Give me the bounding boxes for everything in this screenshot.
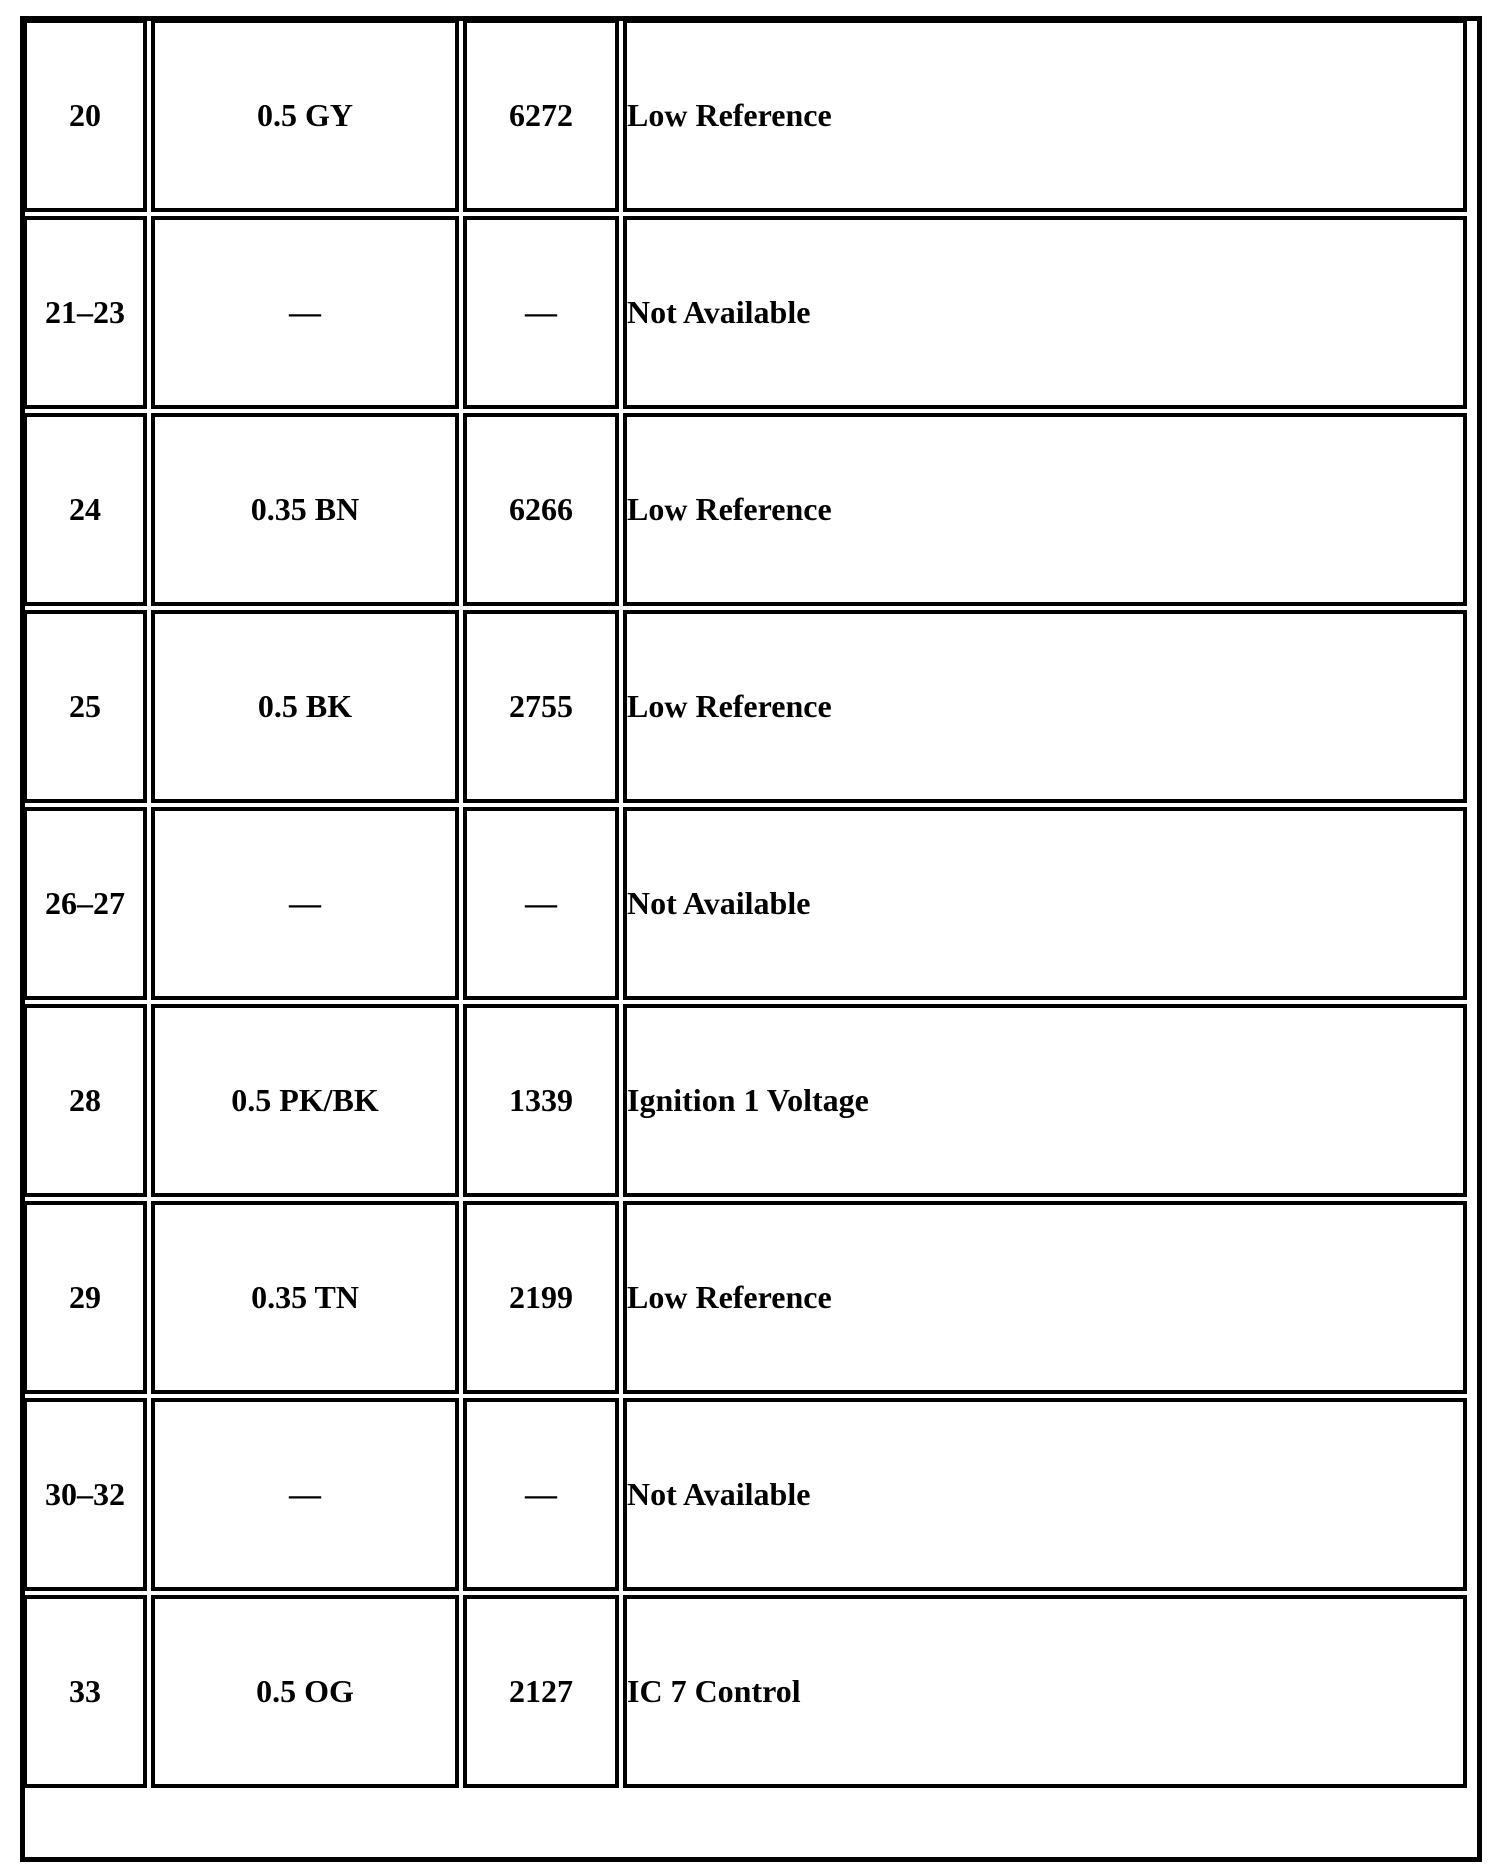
circuit-cell: —: [464, 1399, 618, 1590]
table-row: [24, 1399, 1466, 1590]
wire-size-color-cell: 0.5 GY: [152, 20, 458, 211]
wire-size-color-cell: 0.5 PK/BK: [152, 1005, 458, 1196]
circuit-cell: 1339: [464, 1005, 618, 1196]
wire-size-color-cell: —: [152, 217, 458, 408]
wire-size-color-cell: —: [152, 1399, 458, 1590]
pin-cell: 30–32: [24, 1399, 146, 1590]
circuit-cell: 6272: [464, 20, 618, 211]
function-cell: IC 7 Control: [624, 1596, 1466, 1787]
table-row: [24, 611, 1466, 802]
pin-cell: 25: [24, 611, 146, 802]
pin-cell: 28: [24, 1005, 146, 1196]
circuit-cell: 6266: [464, 414, 618, 605]
wire-size-color-cell: 0.35 BN: [152, 414, 458, 605]
wire-size-color-cell: 0.5 OG: [152, 1596, 458, 1787]
wire-size-color-cell: —: [152, 808, 458, 999]
function-cell: Low Reference: [624, 414, 1466, 605]
pin-cell: 33: [24, 1596, 146, 1787]
table-row: [24, 1005, 1466, 1196]
pin-cell: 29: [24, 1202, 146, 1393]
pin-cell: 21–23: [24, 217, 146, 408]
circuit-cell: 2127: [464, 1596, 618, 1787]
table-row: [24, 217, 1466, 408]
function-cell: Not Available: [624, 808, 1466, 999]
function-cell: Low Reference: [624, 611, 1466, 802]
pin-cell: 26–27: [24, 808, 146, 999]
table-row: [24, 20, 1466, 211]
pin-cell: 20: [24, 20, 146, 211]
pin-cell: 24: [24, 414, 146, 605]
function-cell: Low Reference: [624, 1202, 1466, 1393]
circuit-cell: —: [464, 808, 618, 999]
connector-pinout-table: [18, 14, 1472, 1793]
wire-size-color-cell: 0.5 BK: [152, 611, 458, 802]
function-cell: Not Available: [624, 1399, 1466, 1590]
table-row: [24, 1596, 1466, 1787]
table-row: [24, 414, 1466, 605]
circuit-cell: —: [464, 217, 618, 408]
table-row: [24, 1202, 1466, 1393]
circuit-cell: 2755: [464, 611, 618, 802]
wire-size-color-cell: 0.35 TN: [152, 1202, 458, 1393]
function-cell: Low Reference: [624, 20, 1466, 211]
circuit-cell: 2199: [464, 1202, 618, 1393]
table-row: [24, 808, 1466, 999]
function-cell: Not Available: [624, 217, 1466, 408]
function-cell: Ignition 1 Voltage: [624, 1005, 1466, 1196]
